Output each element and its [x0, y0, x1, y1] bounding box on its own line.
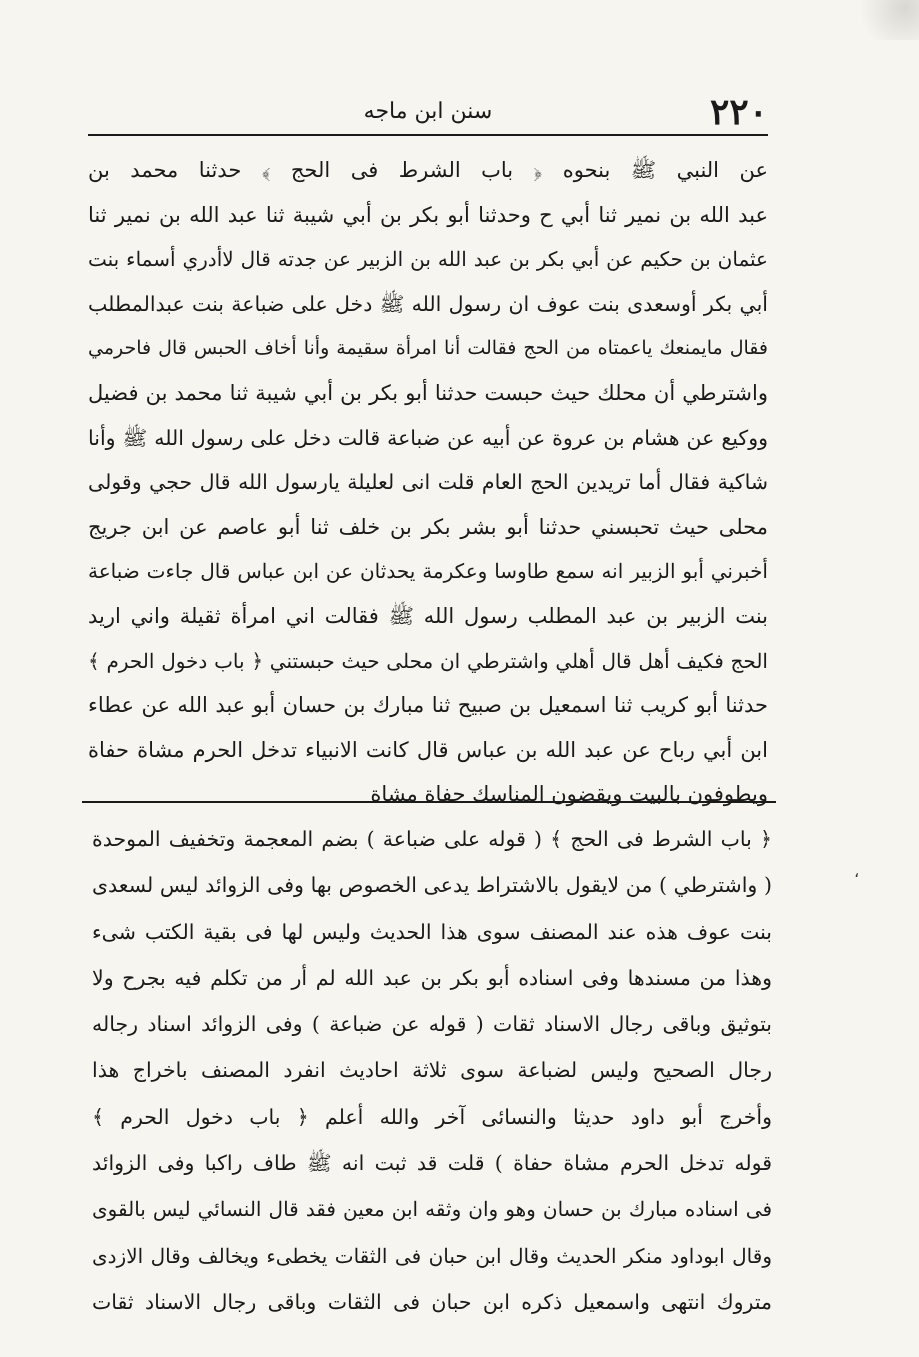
commentary-line: رجال الصحيح وليس لضباعة سوى ثلاثة احاديث انفرد المصنف باخراج هذا — [92, 1058, 772, 1083]
commentary-line: متروك انتهى واسمعيل ذكره ابن حبان فى الثقات وباقى رجال الاسناد ثقات — [92, 1289, 772, 1314]
main-text-line: شاكية فقال أما تريدين الحج العام قلت انى لعليلة يارسول الله قال حجي وقولى — [88, 470, 768, 495]
commentary-line: بتوثيق وباقى رجال الاسناد ثقات ( قوله عن ضباعة ) وفى الزوائد اسناد رجاله — [92, 1012, 772, 1037]
main-text-line: عن النبي ﷺ بنحوه ﴿ باب الشرط فى الحج ﴾ حدثنا محمد بن — [88, 158, 768, 182]
main-text-line: ووكيع عن هشام بن عروة عن أبيه عن ضباعة قالت دخل على رسول الله ﷺ وأنا — [88, 425, 768, 450]
margin-mark: ، — [854, 862, 860, 881]
main-text-line: أخبرني أبو الزبير انه سمع طاوسا وعكرمة يحدثان عن ابن عباس قال جاءت ضباعة — [88, 559, 768, 584]
commentary-line: قوله تدخل الحرم مشاة حفاة ) قلت قد ثبت انه ﷺ طاف راكبا وفى الزوائد — [92, 1151, 772, 1176]
page-header — [88, 92, 768, 132]
main-text-line: الحج فكيف أهل قال أهلي واشترطي ان محلى حيث حبستني ﴿ باب دخول الحرم ﴾ — [88, 648, 768, 673]
commentary-line: ﴿ باب الشرط فى الحج ﴾ ( قوله على ضباعة ) بضم المعجمة وتخفيف الموحدة — [92, 827, 772, 851]
scan-noise — [849, 0, 919, 40]
main-text-line: فقال مايمنعك ياعمتاه من الحج فقالت أنا امرأة سقيمة وأنا أخاف الحبس قال فاحرمي — [88, 337, 768, 360]
commentary-divider — [82, 801, 776, 803]
page-number: ٢٢٠ — [709, 91, 768, 133]
main-text-line: بنت الزبير بن عبد المطلب رسول الله ﷺ فقالت اني امرأة ثقيلة واني اريد — [88, 603, 768, 628]
main-text-line: حدثنا أبو كريب ثنا اسمعيل بن صبيح ثنا مبارك بن حسان أبو عبد الله عن عطاء — [88, 693, 768, 718]
main-text-line: أبي بكر أوسعدى بنت عوف ان رسول الله ﷺ دخل على ضباعة بنت عبدالمطلب — [88, 291, 768, 316]
commentary-line: وقال ابوداود منكر الحديث وقال ابن حبان فى الثقات يخطىء ويخالف وقال الازدى — [92, 1243, 772, 1268]
header-rule — [88, 134, 768, 136]
commentary-line: وهذا من مسندها وفى اسناده أبو بكر بن عبد الله لم أر من تكلم فيه بجرح ولا — [92, 965, 772, 990]
main-text-line: محلى حيث تحبسني حدثنا أبو بشر بكر بن خلف ثنا أبو عاصم عن ابن جريج — [88, 514, 768, 539]
running-title: سنن ابن ماجه — [363, 99, 493, 124]
main-text-line: عثمان بن حكيم عن أبي بكر بن عبد الله بن الزبير عن جدته قال لاأدري أسماء بنت — [88, 247, 768, 272]
main-text-line: واشترطي أن محلك حيث حبست حدثنا أبو بكر بن أبي شيبة ثنا محمد بن فضيل — [88, 380, 768, 405]
commentary-text — [92, 816, 772, 1325]
commentary-line: وأخرج أبو داود حديثا والنسائى آخر والله أعلم ﴿ باب دخول الحرم ﴾ — [92, 1104, 772, 1129]
commentary-line: فى اسناده مبارك بن حسان وهو وان وثقه ابن معين فقد قال النسائي ليس بالقوى — [92, 1197, 772, 1222]
main-text-line: ابن أبي رباح عن عبد الله بن عباس قال كانت الانبياء تدخل الحرم مشاة حفاة — [88, 737, 768, 762]
main-text — [88, 148, 768, 817]
commentary-line: ( واشترطي ) من لايقول بالاشتراط يدعى الخصوص بها وفى الزوائد ليس لسعدى — [92, 873, 772, 898]
main-text-line: عبد الله بن نمير ثنا أبي ح وحدثنا أبو بكر بن أبي شيبة ثنا عبد الله بن نمير ثنا — [88, 202, 768, 227]
main-text-line: ويطوفون بالبيت ويقضون المناسك حفاة مشاة — [370, 782, 768, 807]
commentary-line: بنت عوف هذه عند المصنف سوى هذا الحديث وليس لها فى بقية الكتب شىء — [92, 919, 772, 944]
